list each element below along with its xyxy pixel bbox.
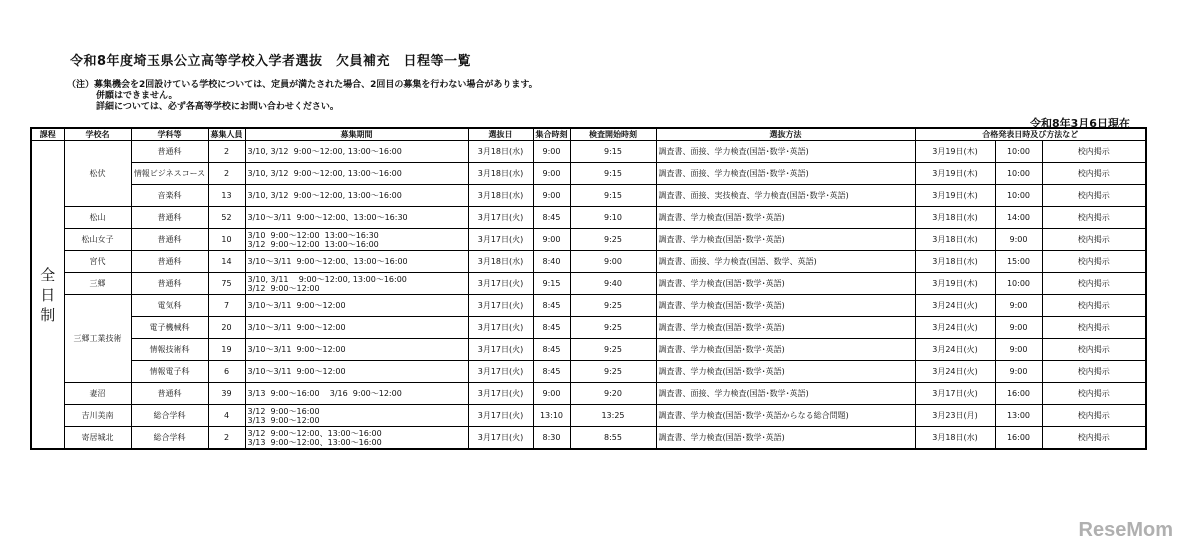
- cell-gather: 9:15: [533, 273, 570, 295]
- cell-period: 3/10～3/11 9:00～12:00: [245, 339, 468, 361]
- cell-pway: 校内掲示: [1042, 427, 1146, 450]
- cell-start: 13:25: [570, 405, 656, 427]
- cell-method: 調査書、学力検査(国語･数学･英語): [656, 273, 915, 295]
- cell-num: 6: [208, 361, 245, 383]
- cell-start: 9:15: [570, 163, 656, 185]
- cell-ptime: 13:00: [995, 405, 1042, 427]
- cell-method: 調査書、学力検査(国語･数学･英語): [656, 317, 915, 339]
- cell-num: 10: [208, 229, 245, 251]
- cell-ptime: 16:00: [995, 383, 1042, 405]
- cell-start: 9:20: [570, 383, 656, 405]
- cell-method: 調査書、学力検査(国語･数学･英語): [656, 361, 915, 383]
- cell-start: 9:10: [570, 207, 656, 229]
- cell-dept: 電気科: [131, 295, 208, 317]
- cell-school: 松伏: [64, 141, 131, 207]
- cell-gather: 8:45: [533, 317, 570, 339]
- cell-date: 3月18日(水): [468, 163, 533, 185]
- cell-date: 3月18日(水): [468, 185, 533, 207]
- cell-ptime: 15:00: [995, 251, 1042, 273]
- notes: [67, 80, 538, 113]
- cell-course: 全日制: [31, 141, 64, 450]
- cell-school: 三郷工業技術: [64, 295, 131, 383]
- cell-period: 3/10～3/11 9:00～12:00: [245, 361, 468, 383]
- cell-period: 3/10, 3/11 9:00～12:00, 13:00～16:00 3/12 9:00～12:00: [245, 273, 468, 295]
- cell-pway: 校内掲示: [1042, 361, 1146, 383]
- cell-method: 調査書、面接、学力検査(国語･数学･英語): [656, 163, 915, 185]
- cell-num: 52: [208, 207, 245, 229]
- cell-pway: 校内掲示: [1042, 273, 1146, 295]
- as-of-date: 令和8年3月6日現在: [1030, 117, 1130, 130]
- cell-start: 9:40: [570, 273, 656, 295]
- cell-method: 調査書、学力検査(国語･数学･英語からなる総合問題): [656, 405, 915, 427]
- cell-pdate: 3月19日(木): [915, 141, 995, 163]
- cell-dept: 普通科: [131, 251, 208, 273]
- cell-start: 9:25: [570, 295, 656, 317]
- cell-gather: 8:45: [533, 361, 570, 383]
- cell-date: 3月18日(水): [468, 251, 533, 273]
- watermark-logo: ReseMom: [1078, 519, 1173, 541]
- header-row: [31, 128, 1146, 141]
- cell-date: 3月17日(火): [468, 405, 533, 427]
- cell-pdate: 3月24日(火): [915, 317, 995, 339]
- table-row: [31, 361, 1146, 383]
- cell-num: 7: [208, 295, 245, 317]
- cell-dept: 普通科: [131, 141, 208, 163]
- header-num: 募集人員: [208, 128, 245, 141]
- cell-start: 9:25: [570, 317, 656, 339]
- page-title: 令和8年度埼玉県公立高等学校入学者選抜 欠員補充 日程等一覧: [70, 54, 472, 69]
- cell-start: 9:25: [570, 229, 656, 251]
- cell-pway: 校内掲示: [1042, 295, 1146, 317]
- cell-date: 3月17日(火): [468, 427, 533, 450]
- cell-dept: 情報ビジネスコース: [131, 163, 208, 185]
- cell-dept: 総合学科: [131, 405, 208, 427]
- cell-gather: 8:45: [533, 339, 570, 361]
- cell-pway: 校内掲示: [1042, 317, 1146, 339]
- cell-gather: 9:00: [533, 163, 570, 185]
- cell-pdate: 3月18日(水): [915, 229, 995, 251]
- cell-period: 3/10 9:00～12:00 13:00～16:30 3/12 9:00～12:00 13:00～16:00: [245, 229, 468, 251]
- header-gather: 集合時刻: [533, 128, 570, 141]
- cell-period: 3/10, 3/12 9:00～12:00, 13:00～16:00: [245, 141, 468, 163]
- cell-pway: 校内掲示: [1042, 163, 1146, 185]
- cell-period: 3/12 9:00～16:00 3/13 9:00～12:00: [245, 405, 468, 427]
- cell-period: 3/10, 3/12 9:00～12:00, 13:00～16:00: [245, 185, 468, 207]
- cell-num: 14: [208, 251, 245, 273]
- cell-ptime: 9:00: [995, 361, 1042, 383]
- note-line: 詳細については、必ず各高等学校にお問い合わせください。: [96, 102, 339, 112]
- header-date: 選抜日: [468, 128, 533, 141]
- cell-method: 調査書、面接、学力検査(国語･数学･英語): [656, 141, 915, 163]
- cell-method: 調査書、学力検査(国語･数学･英語): [656, 339, 915, 361]
- cell-gather: 8:45: [533, 295, 570, 317]
- cell-dept: 電子機械科: [131, 317, 208, 339]
- cell-num: 2: [208, 141, 245, 163]
- cell-num: 19: [208, 339, 245, 361]
- cell-date: 3月17日(火): [468, 295, 533, 317]
- cell-gather: 9:00: [533, 141, 570, 163]
- cell-pdate: 3月18日(水): [915, 207, 995, 229]
- cell-pdate: 3月24日(火): [915, 295, 995, 317]
- cell-method: 調査書、学力検査(国語･数学･英語): [656, 229, 915, 251]
- cell-pdate: 3月18日(水): [915, 427, 995, 450]
- table-row: [31, 251, 1146, 273]
- cell-period: 3/10～3/11 9:00～12:00、13:00～16:30: [245, 207, 468, 229]
- table-row: [31, 427, 1146, 450]
- cell-period: 3/10～3/11 9:00～12:00、13:00～16:00: [245, 251, 468, 273]
- cell-pway: 校内掲示: [1042, 383, 1146, 405]
- cell-date: 3月17日(火): [468, 229, 533, 251]
- cell-dept: 情報技術科: [131, 339, 208, 361]
- cell-num: 13: [208, 185, 245, 207]
- table-row: [31, 185, 1146, 207]
- cell-start: 9:25: [570, 361, 656, 383]
- table-row: [31, 229, 1146, 251]
- cell-period: 3/10～3/11 9:00～12:00: [245, 295, 468, 317]
- cell-start: 9:00: [570, 251, 656, 273]
- cell-num: 4: [208, 405, 245, 427]
- cell-gather: 8:40: [533, 251, 570, 273]
- cell-ptime: 10:00: [995, 185, 1042, 207]
- cell-period: 3/10～3/11 9:00～12:00: [245, 317, 468, 339]
- cell-ptime: 9:00: [995, 339, 1042, 361]
- cell-date: 3月17日(火): [468, 317, 533, 339]
- cell-ptime: 9:00: [995, 317, 1042, 339]
- header-start: 検査開始時刻: [570, 128, 656, 141]
- cell-gather: 9:00: [533, 185, 570, 207]
- cell-dept: 普通科: [131, 273, 208, 295]
- cell-gather: 9:00: [533, 383, 570, 405]
- cell-pdate: 3月24日(火): [915, 361, 995, 383]
- cell-dept: 普通科: [131, 383, 208, 405]
- table-row: [31, 383, 1146, 405]
- cell-pway: 校内掲示: [1042, 405, 1146, 427]
- cell-ptime: 9:00: [995, 229, 1042, 251]
- cell-method: 調査書、面接、実技検査、学力検査(国語･数学･英語): [656, 185, 915, 207]
- header-result: 合格発表日時及び方法など: [915, 128, 1146, 141]
- table-row: [31, 163, 1146, 185]
- cell-ptime: 10:00: [995, 163, 1042, 185]
- cell-ptime: 9:00: [995, 295, 1042, 317]
- cell-school: 松山: [64, 207, 131, 229]
- cell-date: 3月17日(火): [468, 383, 533, 405]
- cell-pdate: 3月24日(火): [915, 339, 995, 361]
- cell-num: 75: [208, 273, 245, 295]
- header-course: 課程: [31, 128, 64, 141]
- cell-start: 9:15: [570, 141, 656, 163]
- cell-gather: 9:00: [533, 229, 570, 251]
- schedule-table: [30, 127, 1147, 450]
- cell-pdate: 3月17日(火): [915, 383, 995, 405]
- note-line: （注）募集機会を2回設けている学校については、定員が満たされた場合、2回目の募集を行わない場合があります。: [67, 80, 538, 90]
- header-period: 募集期間: [245, 128, 468, 141]
- cell-dept: 音楽科: [131, 185, 208, 207]
- cell-pway: 校内掲示: [1042, 339, 1146, 361]
- cell-pdate: 3月19日(木): [915, 273, 995, 295]
- cell-school: 吉川美南: [64, 405, 131, 427]
- cell-period: 3/10, 3/12 9:00～12:00, 13:00～16:00: [245, 163, 468, 185]
- cell-school: 妻沼: [64, 383, 131, 405]
- cell-date: 3月17日(火): [468, 361, 533, 383]
- table-row: [31, 295, 1146, 317]
- table-row: [31, 273, 1146, 295]
- cell-pway: 校内掲示: [1042, 229, 1146, 251]
- cell-ptime: 10:00: [995, 141, 1042, 163]
- cell-method: 調査書、面接、学力検査(国語･数学･英語): [656, 383, 915, 405]
- cell-num: 2: [208, 427, 245, 450]
- cell-num: 2: [208, 163, 245, 185]
- header-dept: 学科等: [131, 128, 208, 141]
- table-row: [31, 405, 1146, 427]
- cell-date: 3月17日(火): [468, 339, 533, 361]
- cell-start: 8:55: [570, 427, 656, 450]
- cell-dept: 総合学科: [131, 427, 208, 450]
- table-row: [31, 317, 1146, 339]
- table-row: [31, 207, 1146, 229]
- header-school: 学校名: [64, 128, 131, 141]
- cell-dept: 普通科: [131, 229, 208, 251]
- cell-pway: 校内掲示: [1042, 141, 1146, 163]
- cell-pdate: 3月23日(月): [915, 405, 995, 427]
- cell-start: 9:25: [570, 339, 656, 361]
- cell-num: 39: [208, 383, 245, 405]
- cell-school: 宮代: [64, 251, 131, 273]
- cell-method: 調査書、学力検査(国語･数学･英語): [656, 207, 915, 229]
- header-method: 選抜方法: [656, 128, 915, 141]
- cell-start: 9:15: [570, 185, 656, 207]
- cell-gather: 8:45: [533, 207, 570, 229]
- cell-method: 調査書、学力検査(国語･数学･英語): [656, 427, 915, 450]
- cell-gather: 13:10: [533, 405, 570, 427]
- cell-date: 3月18日(水): [468, 141, 533, 163]
- table-row: [31, 339, 1146, 361]
- cell-ptime: 14:00: [995, 207, 1042, 229]
- cell-ptime: 10:00: [995, 273, 1042, 295]
- cell-date: 3月17日(火): [468, 207, 533, 229]
- cell-method: 調査書、学力検査(国語･数学･英語): [656, 295, 915, 317]
- cell-school: 松山女子: [64, 229, 131, 251]
- cell-school: 三郷: [64, 273, 131, 295]
- cell-pway: 校内掲示: [1042, 251, 1146, 273]
- table-row: [31, 141, 1146, 163]
- cell-period: 3/12 9:00～12:00、13:00～16:00 3/13 9:00～12:00、13:00～16:00: [245, 427, 468, 450]
- cell-pway: 校内掲示: [1042, 185, 1146, 207]
- cell-date: 3月17日(火): [468, 273, 533, 295]
- cell-gather: 8:30: [533, 427, 570, 450]
- cell-pdate: 3月19日(木): [915, 185, 995, 207]
- cell-dept: 情報電子科: [131, 361, 208, 383]
- cell-method: 調査書、面接、学力検査(国語、数学、英語): [656, 251, 915, 273]
- cell-pdate: 3月19日(木): [915, 163, 995, 185]
- cell-school: 寄居城北: [64, 427, 131, 450]
- cell-pdate: 3月18日(水): [915, 251, 995, 273]
- cell-ptime: 16:00: [995, 427, 1042, 450]
- cell-pway: 校内掲示: [1042, 207, 1146, 229]
- cell-num: 20: [208, 317, 245, 339]
- note-line: 併願はできません。: [96, 91, 178, 101]
- cell-dept: 普通科: [131, 207, 208, 229]
- cell-period: 3/13 9:00～16:00 3/16 9:00～12:00: [245, 383, 468, 405]
